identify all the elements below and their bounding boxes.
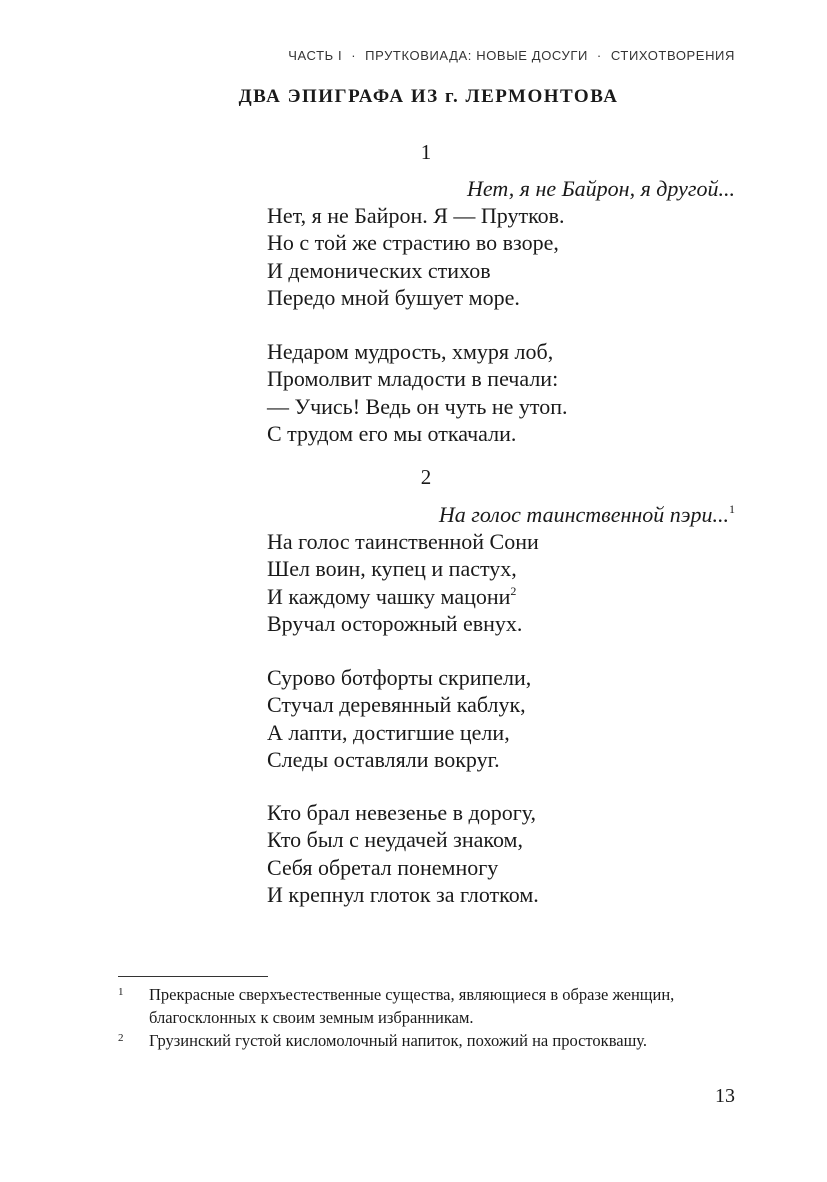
footnote-text: Прекрасные сверхъестественные существа, являющиеся в образе женщин, благосклонных к своим земным избранникам. — [149, 985, 675, 1027]
page-title: ДВА ЭПИГРАФА ИЗ г. ЛЕРМОНТОВА — [238, 86, 619, 107]
verse-line: Вручал осторожный евнух. — [267, 610, 523, 636]
verse-line: Следы оставляли вокруг. — [267, 746, 500, 772]
epigraph-1: Нет, я не Байрон, я другой... — [466, 176, 735, 201]
epigraph-2-text: На голос таинственной пэри... — [438, 502, 729, 527]
poem-number-2: 2 — [420, 465, 432, 489]
running-head-subsection: СТИХОТВОРЕНИЯ — [610, 48, 735, 63]
stanza — [267, 202, 565, 311]
footnote — [118, 1029, 735, 1052]
epigraph-2 — [439, 502, 735, 528]
poem-number-1: 1 — [420, 140, 432, 164]
verse-line: Промолвит младости в печали: — [267, 366, 559, 392]
verse-line: И демонических стихов — [267, 257, 491, 283]
verse-line-text: И каждому чашку мацони — [267, 583, 511, 609]
stanza — [267, 664, 531, 773]
verse-line: Сурово ботфорты скрипели, — [267, 665, 532, 690]
running-head-part: ЧАСТЬ I — [288, 48, 343, 63]
footnote-mark: 2 — [118, 1032, 124, 1044]
running-head — [288, 48, 735, 63]
footnote-divider — [118, 976, 268, 977]
verse-line: Себя обретал понемногу — [267, 854, 499, 880]
footnote-ref-2: 2 — [510, 583, 517, 598]
verse-line: На голос таинственной Сони — [267, 529, 539, 554]
verse-line — [267, 583, 539, 610]
running-head-section: ПРУТКОВИАДА: НОВЫЕ ДОСУГИ — [365, 48, 588, 63]
verse-line: И крепнул глоток за глотком. — [267, 881, 539, 907]
verse-line: Нет, я не Байрон. Я — Прутков. — [267, 203, 565, 228]
stanza — [267, 799, 539, 908]
verse-line: Передо мной бушует море. — [267, 284, 520, 310]
verse-line: Но с той же страстию во взоре, — [267, 230, 559, 256]
footnote-ref-1: 1 — [729, 502, 735, 516]
stanza — [267, 528, 539, 637]
verse-line: Кто брал невезенье в дорогу, — [267, 800, 537, 825]
footnote-mark: 1 — [118, 986, 124, 998]
page-number: 13 — [715, 1085, 735, 1107]
verse-line: Шел воин, купец и пастух, — [267, 556, 517, 582]
verse-line: Стучал деревянный каблук, — [267, 692, 526, 718]
running-head-separator: · — [596, 48, 602, 63]
running-head-separator: · — [351, 48, 357, 63]
stanza — [267, 338, 568, 447]
verse-line: Недаром мудрость, хмуря лоб, — [267, 339, 554, 364]
footnote-text: Грузинский густой кисломолочный напиток, похожий на простоквашу. — [149, 1031, 648, 1050]
verse-line: С трудом его мы откачали. — [267, 420, 517, 446]
verse-line: Кто был с неудачей знаком, — [267, 827, 523, 853]
verse-line: — Учись! Ведь он чуть не утоп. — [267, 393, 568, 419]
footnote — [118, 983, 735, 1029]
verse-line: А лапти, достигшие цели, — [267, 719, 510, 745]
